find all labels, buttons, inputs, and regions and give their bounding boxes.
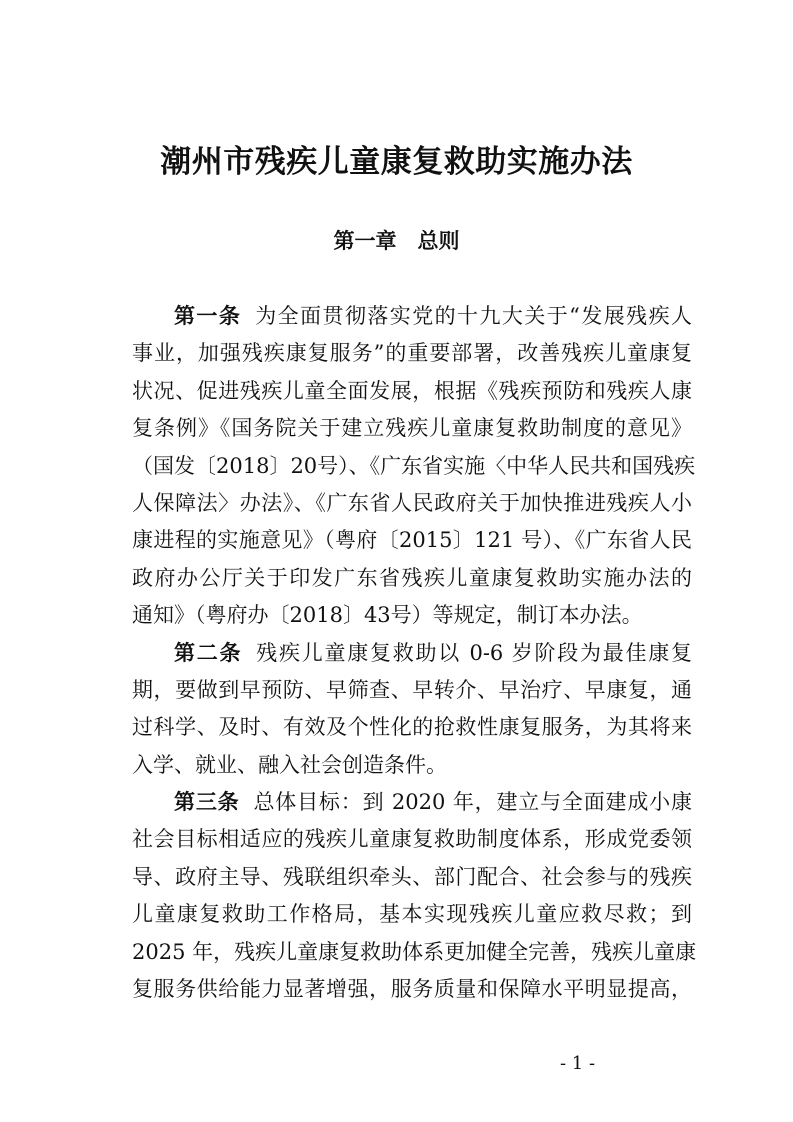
article-3-line-4: 儿童康复救助工作格局，基本实现残疾儿童应救尽救；到 (132, 902, 692, 927)
article-2-line-1 (132, 635, 692, 672)
article-3-text-1: 总体目标：到 2020 年，建立与全面建成小康 (253, 790, 693, 815)
article-1-label: 第一条 (174, 304, 242, 328)
article-3-label: 第三条 (174, 790, 240, 815)
chapter-heading: 第一章 总则 (333, 229, 460, 253)
article-1-line-6: 人保障法〉办法》、《广东省人民政府关于加快推进残疾人小 (132, 490, 692, 515)
article-3-line-1 (132, 784, 692, 821)
article-1-line-4: 复条例》《国务院关于建立残疾儿童康复救助制度的意见》 (132, 416, 692, 441)
article-1-line-9: 通知》（粤府办〔2018〕43号）等规定，制订本办法。 (132, 603, 643, 628)
page-number: - 1 - (560, 1053, 596, 1074)
article-2-line-2: 期，要做到早预防、早筛查、早转介、早治疗、早康复，通 (132, 677, 692, 702)
document-body (132, 298, 697, 1008)
article-3-line-2: 社会目标相适应的残疾儿童康复救助制度体系，形成党委领 (132, 827, 692, 852)
article-2-text-1: 残疾儿童康复救助以 0-6 岁阶段为最佳康复 (256, 640, 692, 665)
article-1-line-3: 状况、促进残疾儿童全面发展，根据《残疾预防和残疾人康 (132, 378, 692, 403)
article-2-line-4: 入学、就业、融入社会创造条件。 (132, 752, 447, 777)
article-1-line-1 (132, 298, 692, 335)
article-3-line-3: 导、政府主导、残联组织牵头、部门配合、社会参与的残疾 (132, 864, 692, 889)
article-1-line-8: 政府办公厅关于印发广东省残疾儿童康复救助实施办法的 (132, 565, 692, 590)
article-3-line-6: 复服务供给能力显著增强，服务质量和保障水平明显提高， (132, 977, 692, 1002)
page-title: 潮州市残疾儿童康复救助实施办法 (160, 144, 633, 180)
article-1-line-5: （国发〔2018〕20号）、《广东省实施〈中华人民共和国残疾 (132, 453, 696, 478)
article-1-line-7: 康进程的实施意见》（粤府〔2015〕121 号）、《广东省人民 (132, 528, 692, 553)
article-3-line-5: 2025 年，残疾儿童康复救助体系更加健全完善，残疾儿童康 (132, 939, 697, 964)
article-2-label: 第二条 (174, 640, 243, 665)
article-1-line-2: 事业，加强残疾康复服务”的重要部署，改善残疾儿童康复 (132, 341, 692, 366)
article-1-text-1: 为全面贯彻落实党的十九大关于“发展残疾人 (255, 304, 693, 328)
article-2-line-3: 过科学、及时、有效及个性化的抢救性康复服务，为其将来 (132, 715, 692, 740)
